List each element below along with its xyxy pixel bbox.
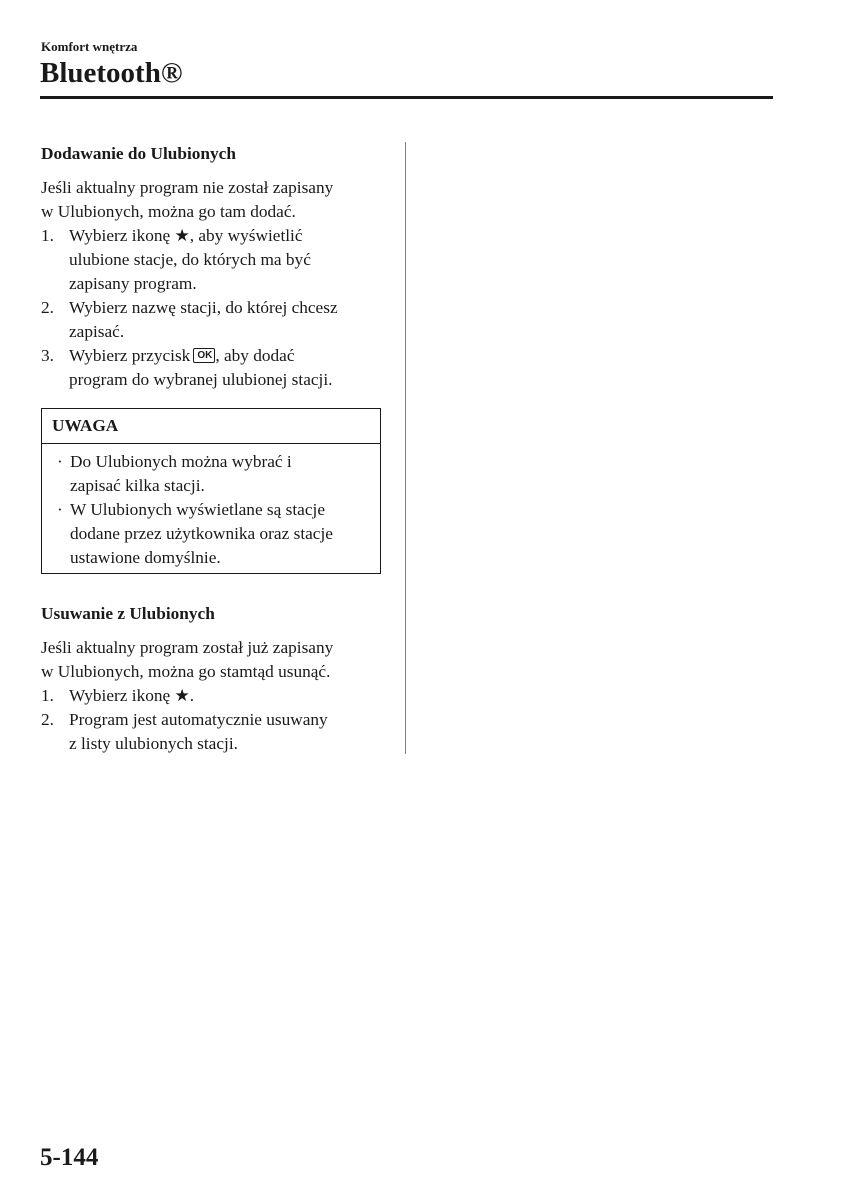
page-number: 5-144 <box>40 1144 99 1171</box>
remove-step-2 <box>41 708 386 756</box>
note-body <box>42 444 380 573</box>
step-line: Program jest automatycznie usuwany <box>69 710 328 729</box>
note-line: W Ulubionych wyświetlane są stacje <box>70 500 325 519</box>
step-text: Wybierz przycisk <box>69 346 191 365</box>
section-label: Komfort wnętrza <box>41 39 138 54</box>
add-favorites-heading: Dodawanie do Ulubionych <box>41 144 236 163</box>
add-step-1 <box>41 224 386 296</box>
left-column <box>41 142 386 756</box>
step-text: Wybierz ikonę <box>69 686 175 705</box>
step-line <box>69 344 386 368</box>
step-number: 1. <box>41 686 54 705</box>
ok-button-icon: OK <box>193 348 215 363</box>
add-intro-line: Jeśli aktualny program nie został zapisany <box>41 178 334 197</box>
step-line <box>69 224 386 248</box>
remove-favorites-section <box>41 602 386 756</box>
step-text: Wybierz ikonę <box>69 226 175 245</box>
add-intro-line: w Ulubionych, można go tam dodać. <box>41 202 296 221</box>
add-step-2 <box>41 296 386 344</box>
remove-intro-line: Jeśli aktualny program został już zapisany <box>41 638 334 657</box>
add-steps-list <box>41 224 386 392</box>
bullet-icon: · <box>57 452 63 471</box>
page-title: Bluetooth® <box>40 57 183 89</box>
remove-favorites-heading: Usuwanie z Ulubionych <box>41 604 215 623</box>
remove-step-1 <box>41 684 386 708</box>
remove-steps-list <box>41 684 386 756</box>
step-number: 1. <box>41 226 54 245</box>
remove-intro-line: w Ulubionych, można go stamtąd usunąć. <box>41 662 331 681</box>
star-icon: ★ <box>174 226 190 246</box>
step-line: zapisany program. <box>69 274 197 293</box>
step-line <box>69 684 386 708</box>
add-step-3 <box>41 344 386 392</box>
step-line: zapisać. <box>69 322 125 341</box>
star-icon: ★ <box>174 686 190 706</box>
note-title: UWAGA <box>42 409 380 444</box>
note-line: zapisać kilka stacji. <box>70 476 205 495</box>
note-item <box>57 498 380 570</box>
step-text: . <box>189 686 195 705</box>
step-number: 3. <box>41 346 54 365</box>
step-number: 2. <box>41 710 54 729</box>
note-line: ustawione domyślnie. <box>70 548 221 567</box>
note-line: Do Ulubionych można wybrać i <box>70 452 292 471</box>
step-line: z listy ulubionych stacji. <box>69 734 238 753</box>
step-line: program do wybranej ulubionej stacji. <box>69 370 333 389</box>
bullet-icon: · <box>57 500 63 519</box>
step-text: , aby wyświetlić <box>189 226 303 245</box>
note-list <box>57 450 380 570</box>
step-line: ulubione stacje, do których ma być <box>69 250 311 269</box>
step-text: , aby dodać <box>215 346 295 365</box>
note-item <box>57 450 380 498</box>
note-box <box>41 408 381 574</box>
column-divider <box>405 142 406 754</box>
spacer <box>41 626 386 636</box>
note-line: dodane przez użytkownika oraz stacje <box>70 524 333 543</box>
header-rule <box>40 96 773 99</box>
add-favorites-section <box>41 142 386 392</box>
step-line: Wybierz nazwę stacji, do której chcesz <box>69 298 338 317</box>
spacer <box>41 166 386 176</box>
step-number: 2. <box>41 298 54 317</box>
